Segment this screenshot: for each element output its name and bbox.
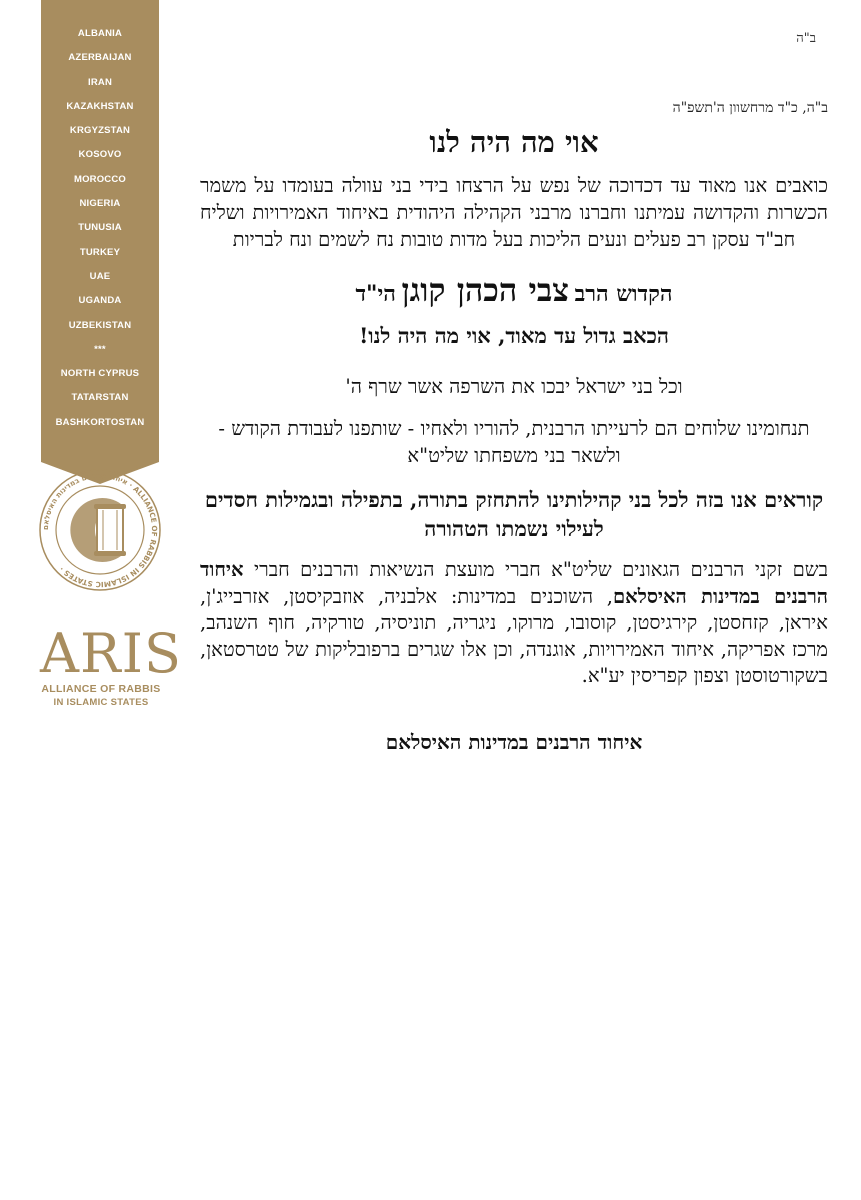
- country-item: ***: [94, 343, 106, 355]
- condolence-paragraph: תנחומינו שלוחים הם לרעייתו הרבנית, להוריו ולאחיו - שותפנו לעבודת הקודש - ולשאר בני משפחתו שליט"א: [218, 417, 810, 467]
- country-item: KAZAKHSTAN: [66, 100, 134, 112]
- signature-line: איחוד הרבנים במדינות האיסלאם: [385, 729, 643, 754]
- signatories-paragraph: [200, 557, 828, 690]
- country-item: UAE: [89, 270, 111, 282]
- country-item: BASHKORTOSTAN: [55, 416, 145, 428]
- date-line: ב"ה, כ"ד מרחשוון ה'תשפ"ה: [672, 100, 828, 116]
- seal-emblem-icon: [37, 460, 163, 600]
- country-item: IRAN: [87, 76, 113, 88]
- call-to-action-paragraph: קוראים אנו בזה לכל בני קהילותינו להתחזק בתורה, בתפילה ובגמילות חסדים לעילוי נשמתו הטהורה: [204, 487, 824, 541]
- country-item: ALBANIA: [77, 28, 123, 39]
- country-item: TATARSTAN: [71, 392, 129, 404]
- aris-logo: [40, 622, 182, 735]
- country-item: UZBEKISTAN: [68, 319, 132, 331]
- aris-logo-word: ARIS: [40, 622, 182, 685]
- opening-paragraph: כואבים אנו מאוד עד דכדוכה של נפש על הרצחו בידי בני עוולה בעומדו על משמר הכשרות והקדושה עמיתנו וחברנו מרבני הקהילה היהודית באיחוד האמירויות ושליח חב"ד עסקן רב פעלים ונעים הליכות בעל מדות טובות נח לשמים ונח לבריות: [200, 174, 828, 251]
- organization-name-bold: איחוד הרבנים במדינות האיסלאם: [200, 558, 828, 608]
- rabbi-suffix: הי"ד: [355, 281, 396, 307]
- letter-body: [200, 95, 828, 755]
- sidebar-country-band: [41, 0, 159, 462]
- country-item: AZERBAIJAN: [68, 52, 132, 64]
- country-item: NIGERIA: [79, 198, 121, 210]
- aris-logo-line2: IN ISLAMIC STATES: [53, 697, 149, 708]
- pain-line: הכאב גדול עד מאוד, אוי מה היה לנו!: [359, 323, 669, 348]
- country-item: TURKEY: [79, 246, 121, 258]
- country-item: MOROCCO: [73, 173, 127, 185]
- country-list: [41, 22, 159, 435]
- country-item: UGANDA: [78, 295, 122, 307]
- corner-bh: ב"ה: [796, 31, 816, 46]
- country-item: KRGYZSTAN: [69, 125, 131, 137]
- rabbi-name-line: [200, 271, 828, 309]
- rabbi-name: צבי הכהן קוגן: [401, 271, 570, 309]
- rabbi-prefix: הקדוש הרב: [574, 281, 673, 307]
- signatories-text-a: בשם זקני הרבנים הגאונים שליט"א חברי מועצת הנשיאות והרבנים חברי: [243, 558, 828, 581]
- mourning-line: וכל בני ישראל יבכו את השרפה אשר שרף ה': [345, 375, 683, 398]
- country-item: TUNUSIA: [78, 222, 122, 234]
- signatories-text-b: , השוכנים במדינות: אלבניה, אוזבקיסטן, אזרבייג'ן, איראן, קזחסטן, קירגיסטן, קוסובו, מרוקו, ניגריה, תוניסיה, טורקיה, חוף השנהב, מרכז אפריקה, איחוד האמירויות, אוגנדה, וכן אלו שגרים ברפובליקות של טטרסטאן, בשקורטוסטן וצפון קפריסין יע"א.: [200, 584, 828, 687]
- country-item: KOSOVO: [78, 149, 122, 161]
- seal-text: איחוד הרבנים במדינות האיסלאם · ALLIANCE OF RABBIS IN ISLAMIC STATES ·: [40, 470, 160, 590]
- country-item: NORTH CYPRUS: [60, 368, 140, 380]
- letter-title: אוי מה היה לנו: [429, 125, 599, 159]
- aris-logo-line1: ALLIANCE OF RABBIS: [41, 683, 161, 695]
